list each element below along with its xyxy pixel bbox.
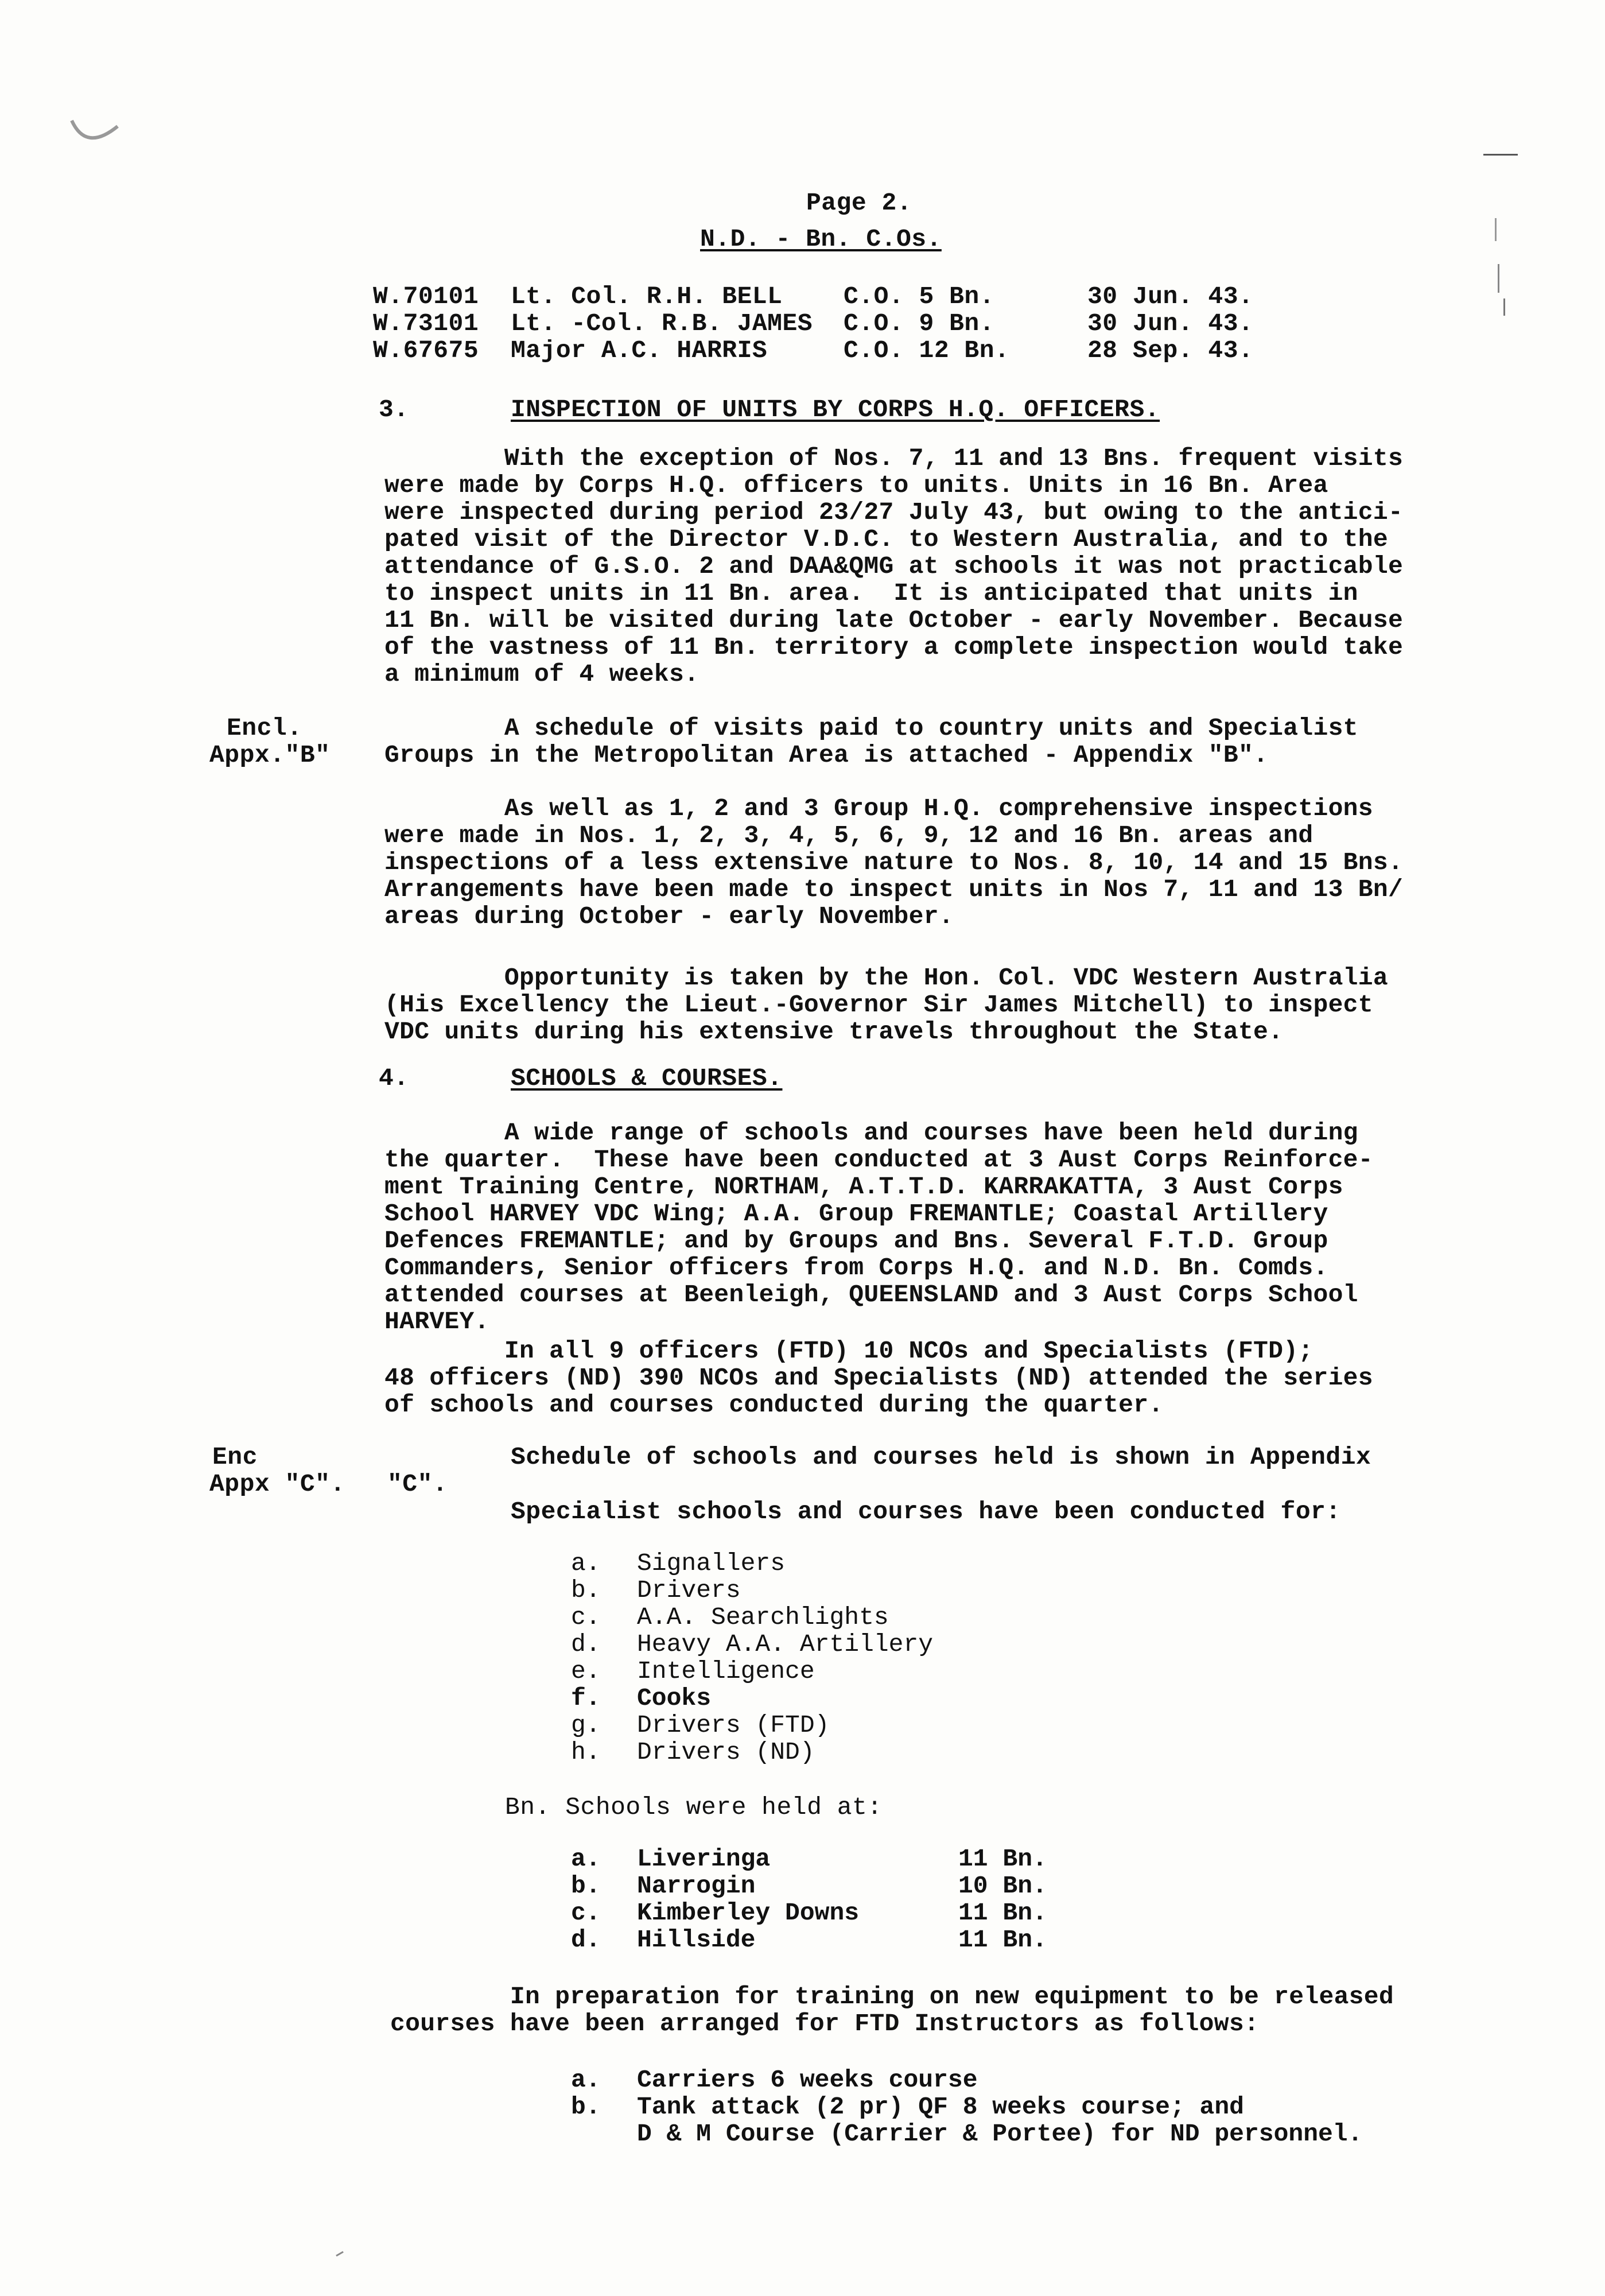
list-item: b. Tank attack (2 pr) QF 8 weeks course; and	[571, 2093, 1244, 2121]
courses-list	[571, 2066, 1362, 2147]
paragraph	[384, 715, 1358, 769]
officer-appointment: C.O. 9 Bn.	[844, 309, 995, 338]
text-line: Groups in the Metropolitan Area is attached - Appendix "B".	[384, 741, 1269, 769]
paragraph	[384, 1337, 1373, 1418]
margin-note: Appx "C".	[209, 1470, 345, 1498]
text-line: A wide range of schools and courses have been held during	[384, 1119, 1358, 1147]
appendix-reference-cont: "C".	[387, 1470, 448, 1498]
text-line: attendance of G.S.O. 2 and DAA&QMG at schools it was not practicable	[384, 552, 1404, 580]
text-line: In preparation for training on new equipment to be released	[390, 1983, 1394, 2011]
list-item: f. Cooks	[571, 1684, 712, 1712]
edge-mark	[1503, 298, 1505, 316]
list-item: c. A.A. Searchlights	[571, 1603, 889, 1631]
margin-note: Enc	[212, 1443, 258, 1471]
text-line: areas during October - early November.	[384, 902, 954, 930]
text-line: attended courses at Beenleigh, QUEENSLAND and 3 Aust Corps School	[384, 1281, 1358, 1309]
text-line: (His Excellency the Lieut.-Governor Sir James Mitchell) to inspect	[384, 991, 1373, 1019]
margin-note: Appx."B"	[209, 741, 331, 769]
margin-note: Encl.	[227, 714, 302, 742]
paragraph	[384, 1119, 1373, 1335]
list-item: b. Narrogin 10 Bn.	[571, 1872, 1047, 1900]
text-line: of the vastness of 11 Bn. territory a complete inspection would take	[384, 633, 1404, 661]
officer-number: W.67675	[373, 336, 479, 364]
list-item: a. Liveringa 11 Bn.	[571, 1845, 1047, 1873]
text-line: 11 Bn. will be visited during late October - early November. Because	[384, 606, 1404, 634]
text-line: courses have been arranged for FTD Instructors as follows:	[390, 2010, 1260, 2038]
edge-mark	[1495, 218, 1497, 241]
specialist-intro: Specialist schools and courses have been conducted for:	[511, 1498, 1341, 1526]
list-item: D & M Course (Carrier & Portee) for ND personnel.	[637, 2120, 1363, 2148]
section-heading: N.D. - Bn. C.Os.	[700, 225, 942, 253]
list-item: a. Signallers	[571, 1549, 786, 1577]
officer-appointment: C.O. 12 Bn.	[844, 336, 1010, 364]
specialist-list	[571, 1550, 933, 1766]
list-item: a. Carriers 6 weeks course	[571, 2066, 978, 2094]
paragraph	[384, 964, 1388, 1045]
bn-schools-list	[571, 1845, 1047, 1953]
paragraph	[390, 1983, 1394, 2037]
text-line: Arrangements have been made to inspect units in Nos 7, 11 and 13 Bn/	[384, 875, 1404, 903]
text-line: pated visit of the Director V.D.C. to Western Australia, and to the	[384, 525, 1388, 553]
officer-date: 30 Jun. 43.	[1087, 282, 1254, 311]
edge-mark	[1483, 154, 1518, 156]
officer-date: 30 Jun. 43.	[1087, 309, 1254, 338]
text-line: were inspected during period 23/27 July 43, but owing to the antici-	[384, 498, 1404, 526]
text-line: Opportunity is taken by the Hon. Col. VDC Western Australia	[384, 964, 1388, 992]
section-heading: SCHOOLS & COURSES.	[511, 1064, 783, 1092]
officer-number: W.73101	[373, 309, 479, 338]
page-number: Page 2.	[806, 189, 912, 217]
officer-number: W.70101	[373, 282, 479, 311]
text-line: VDC units during his extensive travels throughout the State.	[384, 1018, 1284, 1046]
text-line: Defences FREMANTLE; and by Groups and Bns. Several F.T.D. Group	[384, 1227, 1328, 1255]
text-line: were made by Corps H.Q. officers to units. Units in 16 Bn. Area	[384, 471, 1328, 499]
text-line: As well as 1, 2 and 3 Group H.Q. comprehensive inspections	[384, 794, 1373, 823]
paragraph	[384, 445, 1403, 688]
officer-date: 28 Sep. 43.	[1087, 336, 1254, 364]
list-item: e. Intelligence	[571, 1657, 815, 1685]
list-item: d. Heavy A.A. Artillery	[571, 1630, 934, 1658]
section-number: 4.	[379, 1064, 409, 1092]
list-item: b. Drivers	[571, 1576, 741, 1604]
text-line: Commanders, Senior officers from Corps H.Q. and N.D. Bn. Comds.	[384, 1254, 1328, 1282]
text-line: inspections of a less extensive nature to Nos. 8, 10, 14 and 15 Bns.	[384, 848, 1404, 876]
text-line: to inspect units in 11 Bn. area. It is anticipated that units in	[384, 579, 1358, 607]
text-line: HARVEY.	[384, 1308, 489, 1336]
officer-rank: Lt. -Col. R.B. JAMES	[511, 309, 813, 338]
officer-rank: Major A.C. HARRIS	[511, 336, 768, 364]
text-line: ment Training Centre, NORTHAM, A.T.T.D. KARRAKATTA, 3 Aust Corps	[384, 1173, 1343, 1201]
edge-mark	[1498, 264, 1499, 293]
text-line: of schools and courses conducted during the quarter.	[384, 1391, 1164, 1419]
list-item: c. Kimberley Downs 11 Bn.	[571, 1899, 1047, 1927]
officer-rank: Lt. Col. R.H. BELL	[511, 282, 783, 311]
officer-appointment: C.O. 5 Bn.	[844, 282, 995, 311]
list-item: d. Hillside 11 Bn.	[571, 1926, 1047, 1954]
list-item: h. Drivers (ND)	[571, 1738, 815, 1766]
text-line: In all 9 officers (FTD) 10 NCOs and Specialists (FTD);	[384, 1337, 1313, 1365]
text-line: 48 officers (ND) 390 NCOs and Specialists (ND) attended the series	[384, 1364, 1373, 1392]
appendix-reference: Schedule of schools and courses held is shown in Appendix	[511, 1443, 1371, 1471]
section-number: 3.	[379, 395, 409, 424]
text-line: A schedule of visits paid to country units and Specialist	[384, 714, 1358, 742]
punch-hole-mark	[69, 115, 126, 155]
text-line: With the exception of Nos. 7, 11 and 13 Bns. frequent visits	[384, 444, 1404, 472]
text-line: were made in Nos. 1, 2, 3, 4, 5, 6, 9, 12 and 16 Bn. areas and	[384, 821, 1313, 850]
scan-tick	[336, 2251, 344, 2257]
list-item: g. Drivers (FTD)	[571, 1711, 830, 1739]
bn-schools-intro: Bn. Schools were held at:	[505, 1793, 883, 1821]
section-heading: INSPECTION OF UNITS BY CORPS H.Q. OFFICERS.	[511, 395, 1160, 424]
text-line: a minimum of 4 weeks.	[384, 660, 699, 688]
text-line: the quarter. These have been conducted at 3 Aust Corps Reinforce-	[384, 1146, 1373, 1174]
paragraph	[384, 795, 1403, 930]
text-line: School HARVEY VDC Wing; A.A. Group FREMANTLE; Coastal Artillery	[384, 1200, 1328, 1228]
